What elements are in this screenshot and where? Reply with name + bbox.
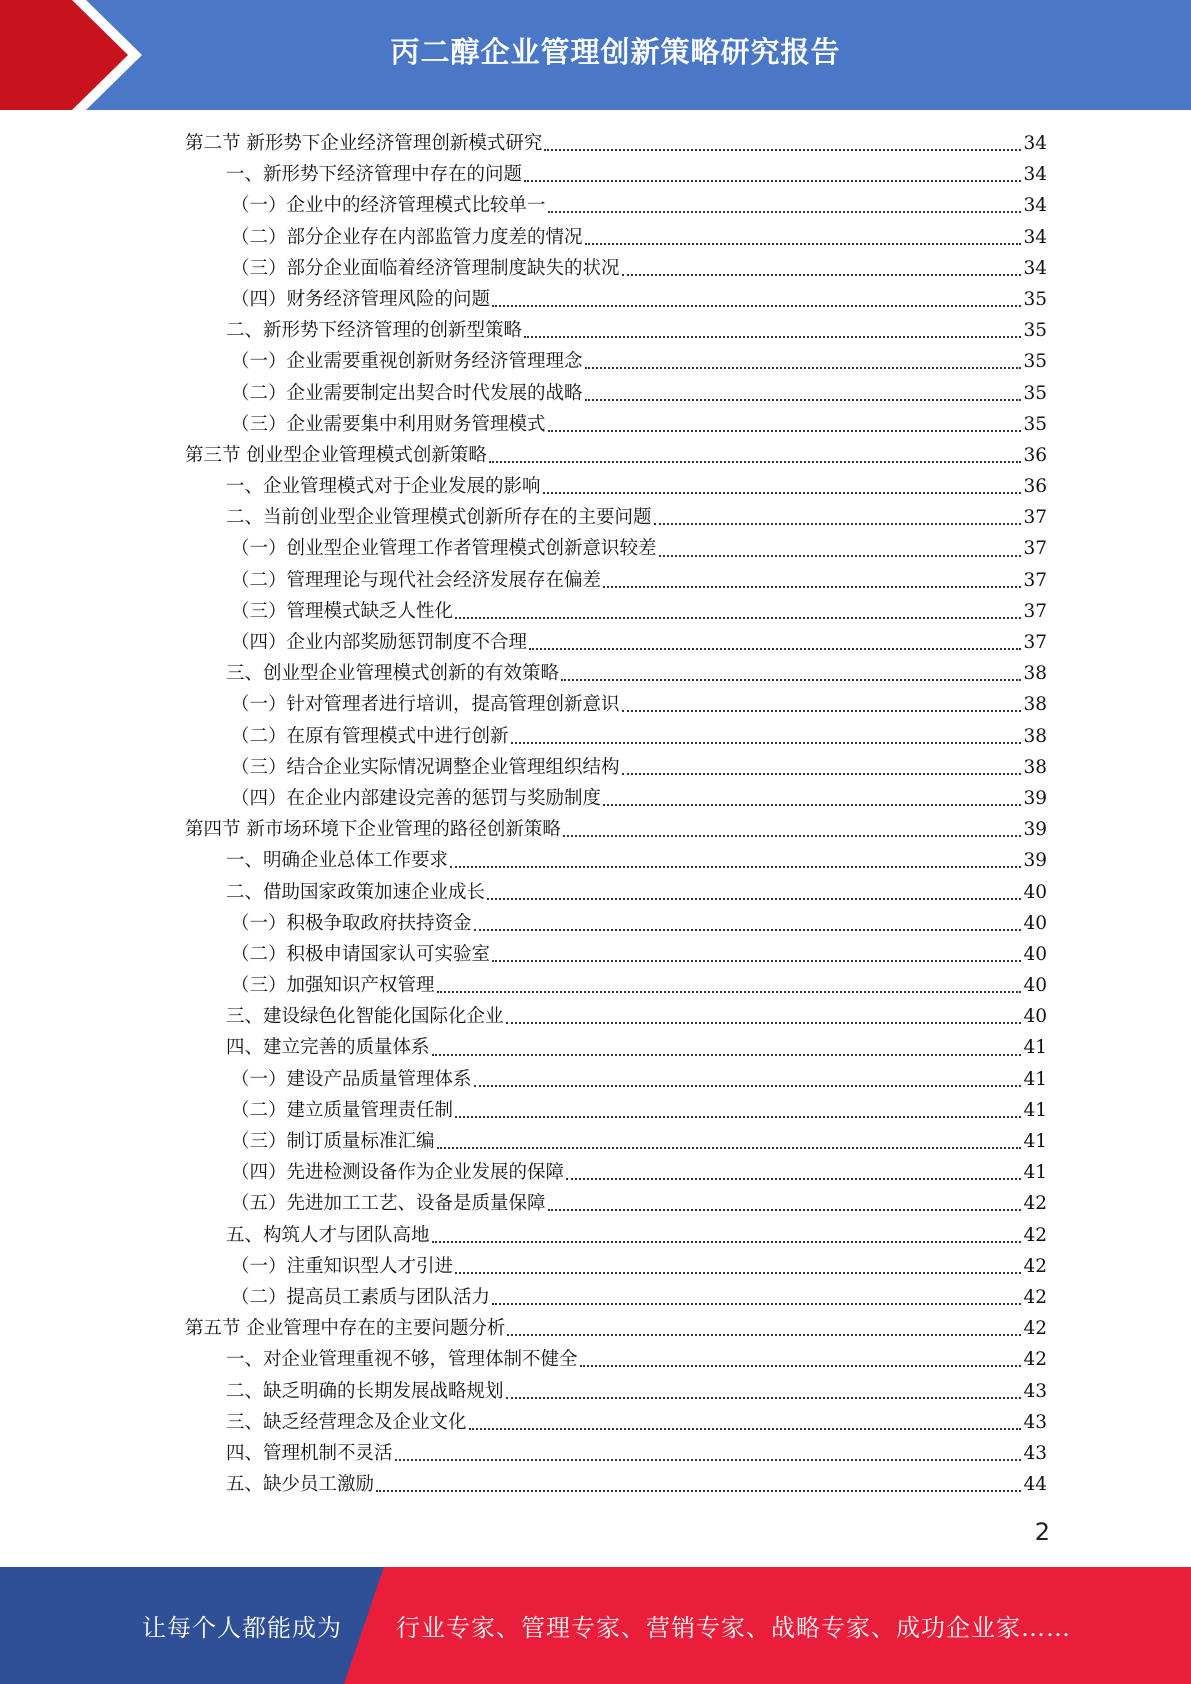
toc-entry-page: 41 — [1023, 1068, 1047, 1090]
toc-entry-page: 38 — [1023, 694, 1047, 716]
toc-entry-page: 39 — [1023, 819, 1047, 841]
toc-entry-page: 36 — [1023, 444, 1047, 466]
toc-dot-leader — [524, 179, 1021, 182]
toc-dot-leader — [511, 741, 1022, 744]
toc-dot-leader — [506, 1021, 1022, 1024]
toc-entry-page: 41 — [1023, 1037, 1047, 1059]
toc-entry[interactable] — [185, 658, 1047, 689]
toc-entry[interactable] — [185, 1157, 1047, 1188]
toc-entry-page: 37 — [1023, 507, 1047, 529]
page-header — [0, 0, 1191, 110]
toc-entry-page: 34 — [1023, 195, 1047, 217]
toc-entry[interactable] — [185, 970, 1047, 1001]
toc-entry-label: 第三节 创业型企业管理模式创新策略 — [185, 444, 487, 466]
toc-dot-leader — [455, 616, 1021, 619]
toc-entry-label: （三）管理模式缺乏人性化 — [231, 600, 454, 622]
toc-entry-label: 二、当前创业型企业管理模式创新所存在的主要问题 — [226, 507, 652, 529]
toc-dot-leader — [376, 1489, 1021, 1492]
toc-entry[interactable] — [185, 1126, 1047, 1157]
toc-entry-label: （五）先进加工工艺、设备是质量保障 — [231, 1193, 546, 1215]
toc-dot-leader — [507, 1333, 1021, 1336]
toc-entry[interactable] — [185, 752, 1047, 783]
toc-entry-page: 41 — [1023, 1099, 1047, 1121]
toc-dot-leader — [544, 148, 1021, 151]
toc-entry[interactable] — [185, 1469, 1047, 1500]
toc-entry-label: （一）建设产品质量管理体系 — [231, 1068, 472, 1090]
toc-entry-label: （二）在原有管理模式中进行创新 — [231, 725, 509, 747]
toc-entry-page: 40 — [1023, 881, 1047, 903]
toc-entry[interactable] — [185, 440, 1047, 471]
toc-entry-page: 34 — [1023, 257, 1047, 279]
toc-entry[interactable] — [185, 596, 1047, 627]
toc-dot-leader — [437, 990, 1022, 993]
toc-entry-page: 35 — [1023, 320, 1047, 342]
toc-entry-page: 42 — [1023, 1193, 1047, 1215]
toc-dot-leader — [469, 1427, 1022, 1430]
toc-dot-leader — [432, 1053, 1022, 1056]
toc-entry-page: 42 — [1023, 1255, 1047, 1277]
toc-entry-label: （一）企业中的经济管理模式比较单一 — [231, 195, 546, 217]
toc-dot-leader — [566, 1177, 1021, 1180]
toc-entry-page: 42 — [1023, 1318, 1047, 1340]
toc-entry[interactable] — [185, 1095, 1047, 1126]
toc-dot-leader — [524, 335, 1021, 338]
toc-entry-page: 38 — [1023, 663, 1047, 685]
toc-entry-label: （三）加强知识产权管理 — [231, 975, 435, 997]
toc-entry-page: 42 — [1023, 1224, 1047, 1246]
toc-dot-leader — [603, 803, 1021, 806]
toc-entry-page: 35 — [1023, 351, 1047, 373]
toc-entry-label: 一、企业管理模式对于企业发展的影响 — [226, 476, 541, 498]
toc-entry-page: 40 — [1023, 912, 1047, 934]
toc-entry-label: 三、建设绿色化智能化国际化企业 — [226, 1006, 504, 1028]
toc-entry-label: （三）部分企业面临着经济管理制度缺失的状况 — [231, 257, 620, 279]
toc-dot-leader — [548, 210, 1022, 213]
toc-entry-label: 三、缺乏经营理念及企业文化 — [226, 1411, 467, 1433]
toc-dot-leader — [585, 398, 1022, 401]
toc-entry[interactable] — [185, 1344, 1047, 1375]
toc-dot-leader — [492, 1302, 1021, 1305]
toc-dot-leader — [580, 1364, 1022, 1367]
toc-entry[interactable] — [185, 721, 1047, 752]
toc-entry-page: 37 — [1023, 569, 1047, 591]
toc-entry[interactable] — [185, 627, 1047, 658]
toc-entry-label: 第四节 新市场环境下企业管理的路径创新策略 — [185, 819, 561, 841]
toc-entry[interactable] — [185, 284, 1047, 315]
toc-entry-page: 41 — [1023, 1131, 1047, 1152]
toc-entry[interactable] — [185, 190, 1047, 221]
page-footer — [0, 1567, 1191, 1684]
toc-entry-label: 一、对企业管理重视不够，管理体制不健全 — [226, 1349, 578, 1371]
toc-entry[interactable] — [185, 1407, 1047, 1438]
toc-dot-leader — [492, 304, 1021, 307]
toc-entry-label: 五、构筑人才与团队高地 — [226, 1224, 430, 1246]
toc-entry-page: 42 — [1023, 1286, 1047, 1308]
toc-dot-leader — [659, 554, 1022, 557]
toc-entry[interactable] — [185, 814, 1047, 845]
toc-entry-page: 37 — [1023, 600, 1047, 622]
toc-entry-page: 35 — [1023, 288, 1047, 310]
toc-entry-label: （二）部分企业存在内部监管力度差的情况 — [231, 226, 583, 248]
toc-dot-leader — [563, 834, 1022, 837]
toc-entry-label: 二、借助国家政策加速企业成长 — [226, 881, 486, 903]
toc-entry-page: 38 — [1023, 725, 1047, 747]
toc-entry[interactable] — [185, 783, 1047, 814]
toc-entry-label: （二）管理理论与现代社会经济发展存在偏差 — [231, 569, 602, 591]
toc-entry[interactable] — [185, 1064, 1047, 1095]
toc-entry-page: 43 — [1023, 1380, 1047, 1402]
toc-entry-label: （一）创业型企业管理工作者管理模式创新意识较差 — [231, 538, 657, 560]
toc-entry[interactable] — [185, 222, 1047, 253]
toc-entry-page: 44 — [1023, 1474, 1047, 1496]
toc-dot-leader — [506, 1396, 1022, 1399]
toc-entry[interactable] — [185, 1438, 1047, 1469]
toc-entry-label: （四）先进检测设备作为企业发展的保障 — [231, 1162, 565, 1184]
toc-entry[interactable] — [185, 689, 1047, 720]
toc-entry-label: （一）针对管理者进行培训，提高管理创新意识 — [231, 694, 620, 716]
toc-dot-leader — [622, 709, 1022, 712]
page-number: 2 — [1034, 1518, 1050, 1546]
toc-entry-label: 三、创业型企业管理模式创新的有效策略 — [226, 663, 560, 685]
toc-entry-label: 四、建立完善的质量体系 — [226, 1037, 430, 1059]
toc-entry[interactable] — [185, 471, 1047, 502]
toc-dot-leader — [455, 1115, 1021, 1118]
toc-entry[interactable] — [185, 908, 1047, 939]
toc-dot-leader — [585, 366, 1022, 369]
toc-entry-label: 第二节 新形势下企业经济管理创新模式研究 — [185, 133, 543, 154]
toc-entry[interactable] — [185, 533, 1047, 564]
toc-entry-page: 34 — [1023, 164, 1047, 186]
toc-entry[interactable] — [185, 159, 1047, 190]
toc-entry-page: 40 — [1023, 1006, 1047, 1028]
toc-entry-label: （一）积极争取政府扶持资金 — [231, 912, 472, 934]
toc-dot-leader — [395, 1458, 1022, 1461]
toc-dot-leader — [603, 585, 1021, 588]
toc-entry[interactable] — [185, 1001, 1047, 1032]
footer-slogan-right: 行业专家、管理专家、营销专家、战略专家、成功企业家…… — [396, 1614, 1071, 1642]
toc-entry-label: （三）制订质量标准汇编 — [231, 1131, 435, 1152]
toc-dot-leader — [492, 959, 1021, 962]
toc-dot-leader — [622, 772, 1022, 775]
toc-dot-leader — [455, 1271, 1021, 1274]
toc-entry-page: 43 — [1023, 1442, 1047, 1464]
toc-entry-page: 34 — [1023, 133, 1047, 154]
document-title: 丙二醇企业管理创新策略研究报告 — [390, 34, 841, 69]
toc-entry[interactable] — [185, 939, 1047, 970]
toc-dot-leader — [450, 865, 1021, 868]
toc-entry-page: 39 — [1023, 850, 1047, 872]
toc-dot-leader — [548, 1208, 1022, 1211]
toc-entry[interactable] — [185, 877, 1047, 908]
toc-entry[interactable] — [185, 502, 1047, 533]
toc-entry-label: （二）建立质量管理责任制 — [231, 1099, 454, 1121]
toc-entry-label: （三）企业需要集中利用财务管理模式 — [231, 413, 546, 435]
toc-entry-label: （一）企业需要重视创新财务经济管理理念 — [231, 351, 583, 373]
toc-entry-label: 二、新形势下经济管理的创新型策略 — [226, 320, 523, 342]
toc-entry[interactable] — [185, 1251, 1047, 1282]
toc-entry[interactable] — [185, 1188, 1047, 1219]
toc-entry-label: （四）在企业内部建设完善的惩罚与奖励制度 — [231, 787, 602, 809]
toc-dot-leader — [622, 273, 1022, 276]
toc-dot-leader — [474, 928, 1022, 931]
toc-entry-label: （四）财务经济管理风险的问题 — [231, 288, 491, 310]
toc-entry-page: 41 — [1023, 1162, 1047, 1184]
toc-entry-page: 37 — [1023, 538, 1047, 560]
toc-entry[interactable] — [185, 346, 1047, 377]
toc-entry[interactable] — [185, 1313, 1047, 1344]
toc-entry-page: 36 — [1023, 476, 1047, 498]
toc-entry[interactable] — [185, 409, 1047, 440]
toc-entry-label: （三）结合企业实际情况调整企业管理组织结构 — [231, 756, 620, 778]
toc-entry-label: 一、新形势下经济管理中存在的问题 — [226, 164, 523, 186]
toc-entry-label: （二）企业需要制定出契合时代发展的战略 — [231, 382, 583, 404]
toc-entry-label: 四、管理机制不灵活 — [226, 1442, 393, 1464]
toc-entry-label: 一、明确企业总体工作要求 — [226, 850, 449, 872]
toc-dot-leader — [654, 522, 1022, 525]
toc-entry[interactable] — [185, 378, 1047, 409]
toc-entry-page: 38 — [1023, 756, 1047, 778]
toc-entry[interactable] — [185, 253, 1047, 284]
toc-dot-leader — [437, 1146, 1022, 1149]
toc-entry-label: 二、缺乏明确的长期发展战略规划 — [226, 1380, 504, 1402]
table-of-contents — [185, 128, 1047, 1500]
toc-dot-leader — [489, 460, 1022, 463]
toc-entry-label: 五、缺少员工激励 — [226, 1474, 375, 1496]
toc-dot-leader — [529, 647, 1021, 650]
toc-entry-page: 43 — [1023, 1411, 1047, 1433]
toc-entry[interactable] — [185, 1032, 1047, 1063]
footer-slogan-left: 让每个人都能成为 — [142, 1614, 342, 1642]
toc-entry[interactable] — [185, 1220, 1047, 1251]
toc-entry[interactable] — [185, 128, 1047, 159]
toc-entry-label: 第五节 企业管理中存在的主要问题分析 — [185, 1318, 506, 1340]
toc-entry-label: （四）企业内部奖励惩罚制度不合理 — [231, 632, 528, 653]
toc-entry-page: 40 — [1023, 975, 1047, 997]
toc-dot-leader — [548, 429, 1022, 432]
toc-entry-page: 35 — [1023, 382, 1047, 404]
toc-entry[interactable] — [185, 1282, 1047, 1313]
toc-entry-page: 35 — [1023, 413, 1047, 435]
toc-dot-leader — [432, 1240, 1022, 1243]
toc-entry[interactable] — [185, 845, 1047, 876]
toc-dot-leader — [561, 678, 1021, 681]
toc-entry[interactable] — [185, 315, 1047, 346]
toc-entry-page: 37 — [1023, 632, 1047, 653]
toc-entry-page: 34 — [1023, 226, 1047, 248]
toc-dot-leader — [487, 897, 1021, 900]
toc-entry[interactable] — [185, 565, 1047, 596]
toc-entry-page: 39 — [1023, 787, 1047, 809]
toc-entry-label: （一）注重知识型人才引进 — [231, 1255, 454, 1277]
toc-entry-label: （二）积极申请国家认可实验室 — [231, 943, 491, 965]
toc-entry[interactable] — [185, 1376, 1047, 1407]
toc-dot-leader — [585, 242, 1022, 245]
toc-entry-page: 42 — [1023, 1349, 1047, 1371]
toc-entry-page: 40 — [1023, 943, 1047, 965]
toc-entry-label: （二）提高员工素质与团队活力 — [231, 1286, 491, 1308]
toc-dot-leader — [543, 491, 1022, 494]
toc-dot-leader — [474, 1084, 1022, 1087]
